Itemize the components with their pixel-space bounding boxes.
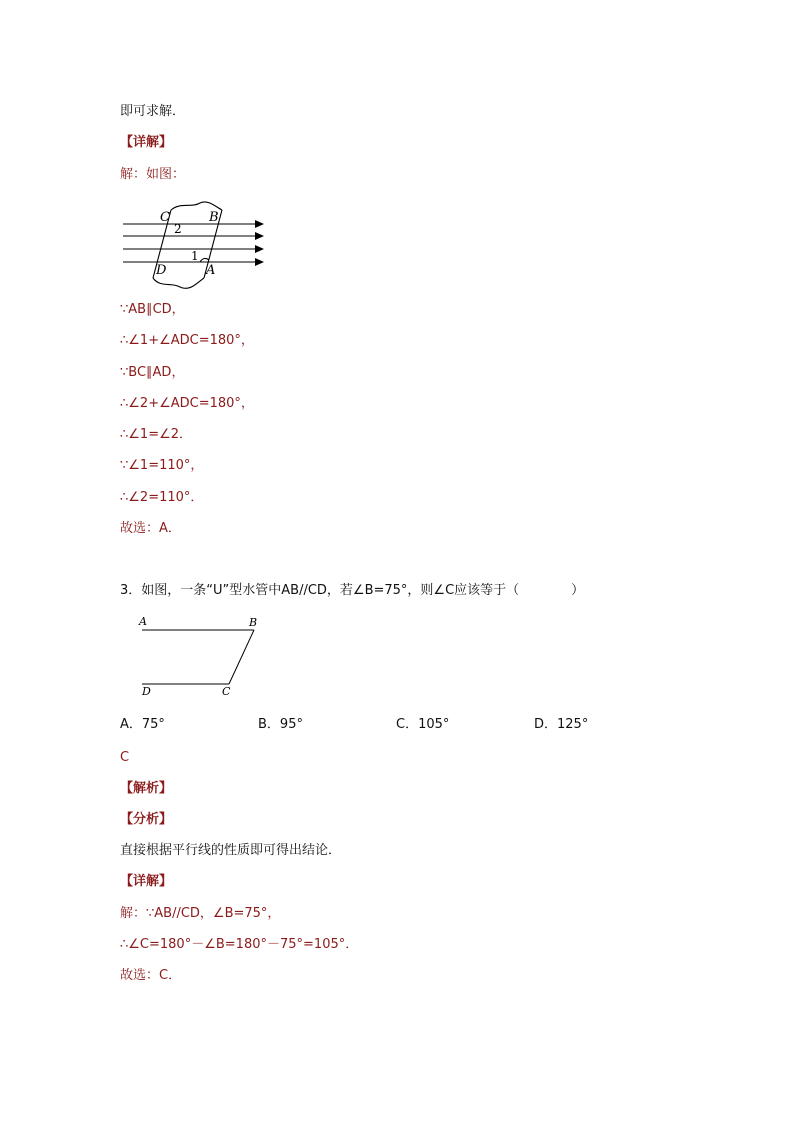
q3-detail-heading: 【详解】 <box>120 874 173 889</box>
step-6: ∵∠1=110°， <box>120 458 204 473</box>
parallel-lines-figure <box>118 198 270 292</box>
step-1: ∵AB∥CD， <box>120 302 185 317</box>
jiexi-heading: 【解析】 <box>120 781 173 796</box>
label-B: B <box>209 210 219 225</box>
step-7: ∴∠2=110°． <box>120 490 204 505</box>
answer-choice: 故选：A． <box>120 521 181 536</box>
option-a: A．75° <box>120 717 165 732</box>
solution-intro: 解：如图： <box>120 167 186 182</box>
question-3-stem: 3．如图，一条“U”型水管中AB//CD，若∠B=75°，则∠C应该等于（ ） <box>120 583 585 598</box>
option-c: C．105° <box>396 717 450 732</box>
fenxi-text: 直接根据平行线的性质即可得出结论． <box>120 843 342 858</box>
fenxi-heading: 【分析】 <box>120 812 173 827</box>
label-C: C <box>160 210 170 225</box>
q3-step-1: 解：∵AB//CD，∠B=75°， <box>120 906 281 921</box>
q3-step-2: ∴∠C=180°－∠B=180°－75°=105°． <box>120 937 359 952</box>
step-2: ∴∠1+∠ADC=180°， <box>120 333 254 348</box>
u-pipe-figure <box>134 612 264 698</box>
q3-label-B: B <box>249 616 258 629</box>
q3-label-C: C <box>222 685 231 698</box>
step-5: ∴∠1=∠2． <box>120 427 193 442</box>
label-A: A <box>206 263 216 278</box>
q3-answer: 故选：C． <box>120 968 182 983</box>
answer-letter: C <box>120 750 130 765</box>
step-4: ∴∠2+∠ADC=180°， <box>120 396 254 411</box>
option-b: B．95° <box>258 717 303 732</box>
q3-label-D: D <box>142 685 151 698</box>
angle-2-label: 2 <box>174 222 182 236</box>
solution-lead-text: 即可求解． <box>120 104 186 119</box>
q3-label-A: A <box>139 615 147 628</box>
option-d: D．125° <box>534 717 589 732</box>
step-3: ∵BC∥AD， <box>120 365 185 380</box>
angle-1-label: 1 <box>191 249 199 263</box>
label-D: D <box>156 263 167 278</box>
detail-heading: 【详解】 <box>120 135 173 150</box>
